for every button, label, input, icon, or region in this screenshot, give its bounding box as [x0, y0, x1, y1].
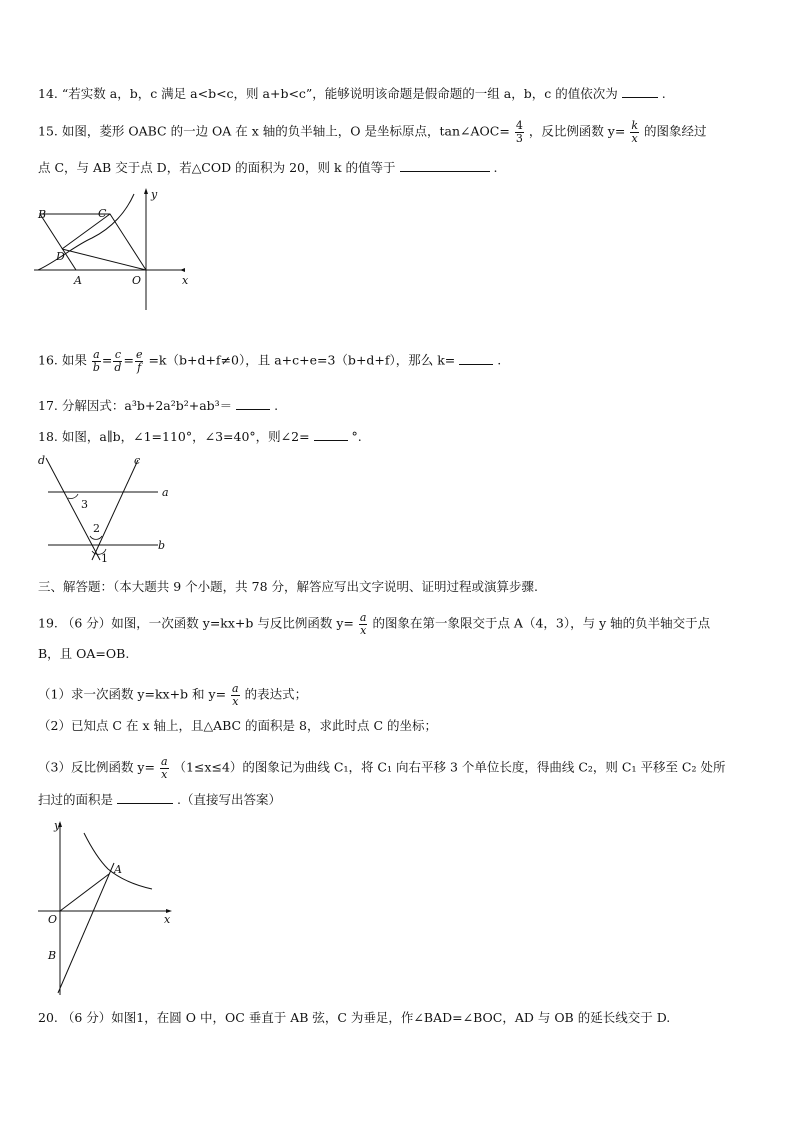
a-numerator: a [359, 611, 367, 624]
rhombus-figure [34, 186, 204, 316]
question-14-text: “若实数 a，b，c 满足 a<b<c，则 a+b<c”，能够说明该命题是假命题的一组 a，b，c 的值依次为 [61, 86, 618, 101]
question-16-end: . [497, 352, 502, 368]
question-17 [38, 398, 278, 413]
question-16-number: 16. [38, 352, 58, 368]
question-15-end: . [493, 160, 498, 175]
label-b: b [158, 539, 166, 552]
question-18-number: 18. [38, 429, 58, 444]
fraction-c-d [113, 349, 122, 373]
question-17-text: 分解因式：a³b+2a²b²+ab³＝ [61, 398, 233, 413]
numerator-c: c [114, 348, 122, 361]
angle-2-arc [90, 536, 102, 539]
part-1-text-a: （1）求一次函数 y=kx+b 和 y= [38, 686, 227, 702]
question-19 [38, 612, 710, 636]
label-c: C [98, 207, 107, 220]
question-14-end: . [661, 86, 666, 101]
answer-blank-19[interactable] [117, 792, 173, 804]
k-over-x-fraction [630, 120, 639, 144]
function-graph-figure [34, 815, 184, 1000]
question-19-part-1 [38, 683, 307, 707]
question-15-number: 15. [38, 123, 58, 139]
label-a: A [74, 274, 82, 287]
question-19-part-3 [38, 756, 725, 780]
answer-blank-16[interactable] [459, 353, 493, 365]
label-angle-2: 2 [93, 522, 100, 535]
question-18-text: 如图，a∥b，∠1=110°，∠3=40°，则∠2= [61, 429, 310, 444]
question-16-text-2: =k（b+d+f≠0），且 a+c+e=3（b+d+f），那么 k= [148, 352, 456, 368]
denominator-f: f [137, 360, 142, 374]
denominator-d: d [114, 360, 122, 374]
question-19-text-3: B，且 OA=OB. [38, 646, 130, 661]
label-o: O [48, 913, 58, 926]
line-ab [58, 863, 114, 993]
x-denominator: x [631, 131, 638, 145]
question-15-text-1: 如图，菱形 OABC 的一边 OA 在 x 轴的负半轴上，O 是坐标原点，tan∠AOC= [61, 123, 510, 139]
part-3-text-c: 扫过的面积是 [38, 792, 114, 807]
x-denominator: x [232, 694, 239, 708]
question-20 [38, 1012, 670, 1025]
question-20-number: 20. [38, 1010, 58, 1025]
part-1-text-b: 的表达式； [244, 686, 308, 702]
equals-sign-2: = [123, 352, 134, 368]
part-3-text-a: （3）反比例函数 y= [38, 759, 155, 775]
part-3-text-b: （1≤x≤4）的图象记为曲线 C₁，将 C₁ 向右平移 3 个单位长度，得曲线 C₂，则 C₁ 平移至 C₂ 处所 [173, 759, 726, 775]
answer-blank-15[interactable] [400, 160, 490, 172]
label-y: y [54, 819, 61, 832]
question-15-text-2: ，反比例函数 y= [528, 123, 626, 139]
x-denominator: x [360, 623, 367, 637]
a-over-x-fraction [160, 756, 169, 780]
equals-sign-1: = [101, 352, 113, 368]
numerator-a: a [93, 348, 100, 361]
question-15-line-2 [38, 160, 497, 175]
label-x: x [182, 274, 189, 287]
part-3-text-d: .（直接写出答案） [176, 792, 281, 807]
question-14-number: 14. [38, 86, 58, 101]
label-d: d [38, 454, 46, 467]
fraction-e-f [135, 349, 144, 373]
question-18-end: °. [351, 429, 362, 444]
question-19-line-2 [38, 648, 129, 661]
section-3-text: 三、解答题：（本大题共 9 个小题，共 78 分，解答应写出文字说明、证明过程或演算步骤. [38, 579, 538, 594]
question-19-number: 19. [38, 615, 58, 631]
label-angle-1: 1 [101, 552, 108, 565]
question-17-end: . [274, 398, 279, 413]
question-15 [38, 120, 706, 144]
question-16 [38, 349, 501, 373]
k-numerator: k [631, 119, 638, 132]
segment-do [62, 249, 146, 270]
question-20-text: （6 分）如图1，在圆 O 中，OC 垂直于 AB 弦，C 为垂足，作∠BAD=∠BOC，AD 与 OB 的延长线交于 D. [61, 1010, 671, 1025]
question-19-text-1: （6 分）如图，一次函数 y=kx+b 与反比例函数 y= [61, 615, 354, 631]
label-x: x [164, 913, 171, 926]
question-18 [38, 429, 362, 444]
y-axis-arrow-icon [144, 188, 148, 194]
label-a: a [162, 486, 169, 499]
fraction-a-b [92, 349, 101, 373]
section-3-heading [38, 581, 538, 594]
numerator-e: e [135, 348, 143, 361]
parallel-lines-figure [34, 450, 184, 570]
tan-numerator: 4 [515, 119, 523, 132]
label-b: B [38, 208, 47, 221]
part-2-text: （2）已知点 C 在 x 轴上，且△ABC 的面积是 8，求此时点 C 的坐标； [38, 718, 437, 733]
label-y: y [151, 188, 158, 201]
tan-fraction [515, 120, 524, 144]
answer-blank-18[interactable] [314, 429, 348, 441]
question-16-text-1: 如果 [61, 352, 87, 368]
answer-blank-14[interactable] [622, 86, 658, 98]
label-c: c [134, 454, 141, 467]
x-axis-arrow-icon [180, 268, 185, 272]
label-d: D [56, 250, 65, 263]
tan-denominator: 3 [515, 131, 523, 145]
label-angle-3: 3 [81, 498, 88, 511]
question-15-text-4: 点 C，与 AB 交于点 D，若△COD 的面积为 20，则 k 的值等于 [38, 160, 396, 175]
a-numerator: a [160, 755, 168, 768]
label-o: O [132, 274, 142, 287]
question-15-text-3: 的图象经过 [643, 123, 707, 139]
angle-3-arc [68, 494, 78, 499]
question-19-part-2 [38, 720, 437, 733]
question-14 [38, 86, 666, 101]
question-19-part-3-line-2 [38, 792, 281, 807]
question-19-text-2: 的图象在第一象限交于点 A（4，3），与 y 轴的负半轴交于点 [372, 615, 711, 631]
a-numerator: a [232, 682, 239, 695]
answer-blank-17[interactable] [236, 398, 270, 410]
a-over-x-fraction [231, 683, 240, 707]
denominator-b: b [92, 360, 100, 374]
question-17-number: 17. [38, 398, 58, 413]
label-b: B [48, 949, 57, 962]
x-denominator: x [161, 767, 168, 781]
label-a: A [114, 863, 122, 876]
hyperbola-curve [84, 833, 152, 889]
a-over-x-fraction [359, 612, 368, 636]
